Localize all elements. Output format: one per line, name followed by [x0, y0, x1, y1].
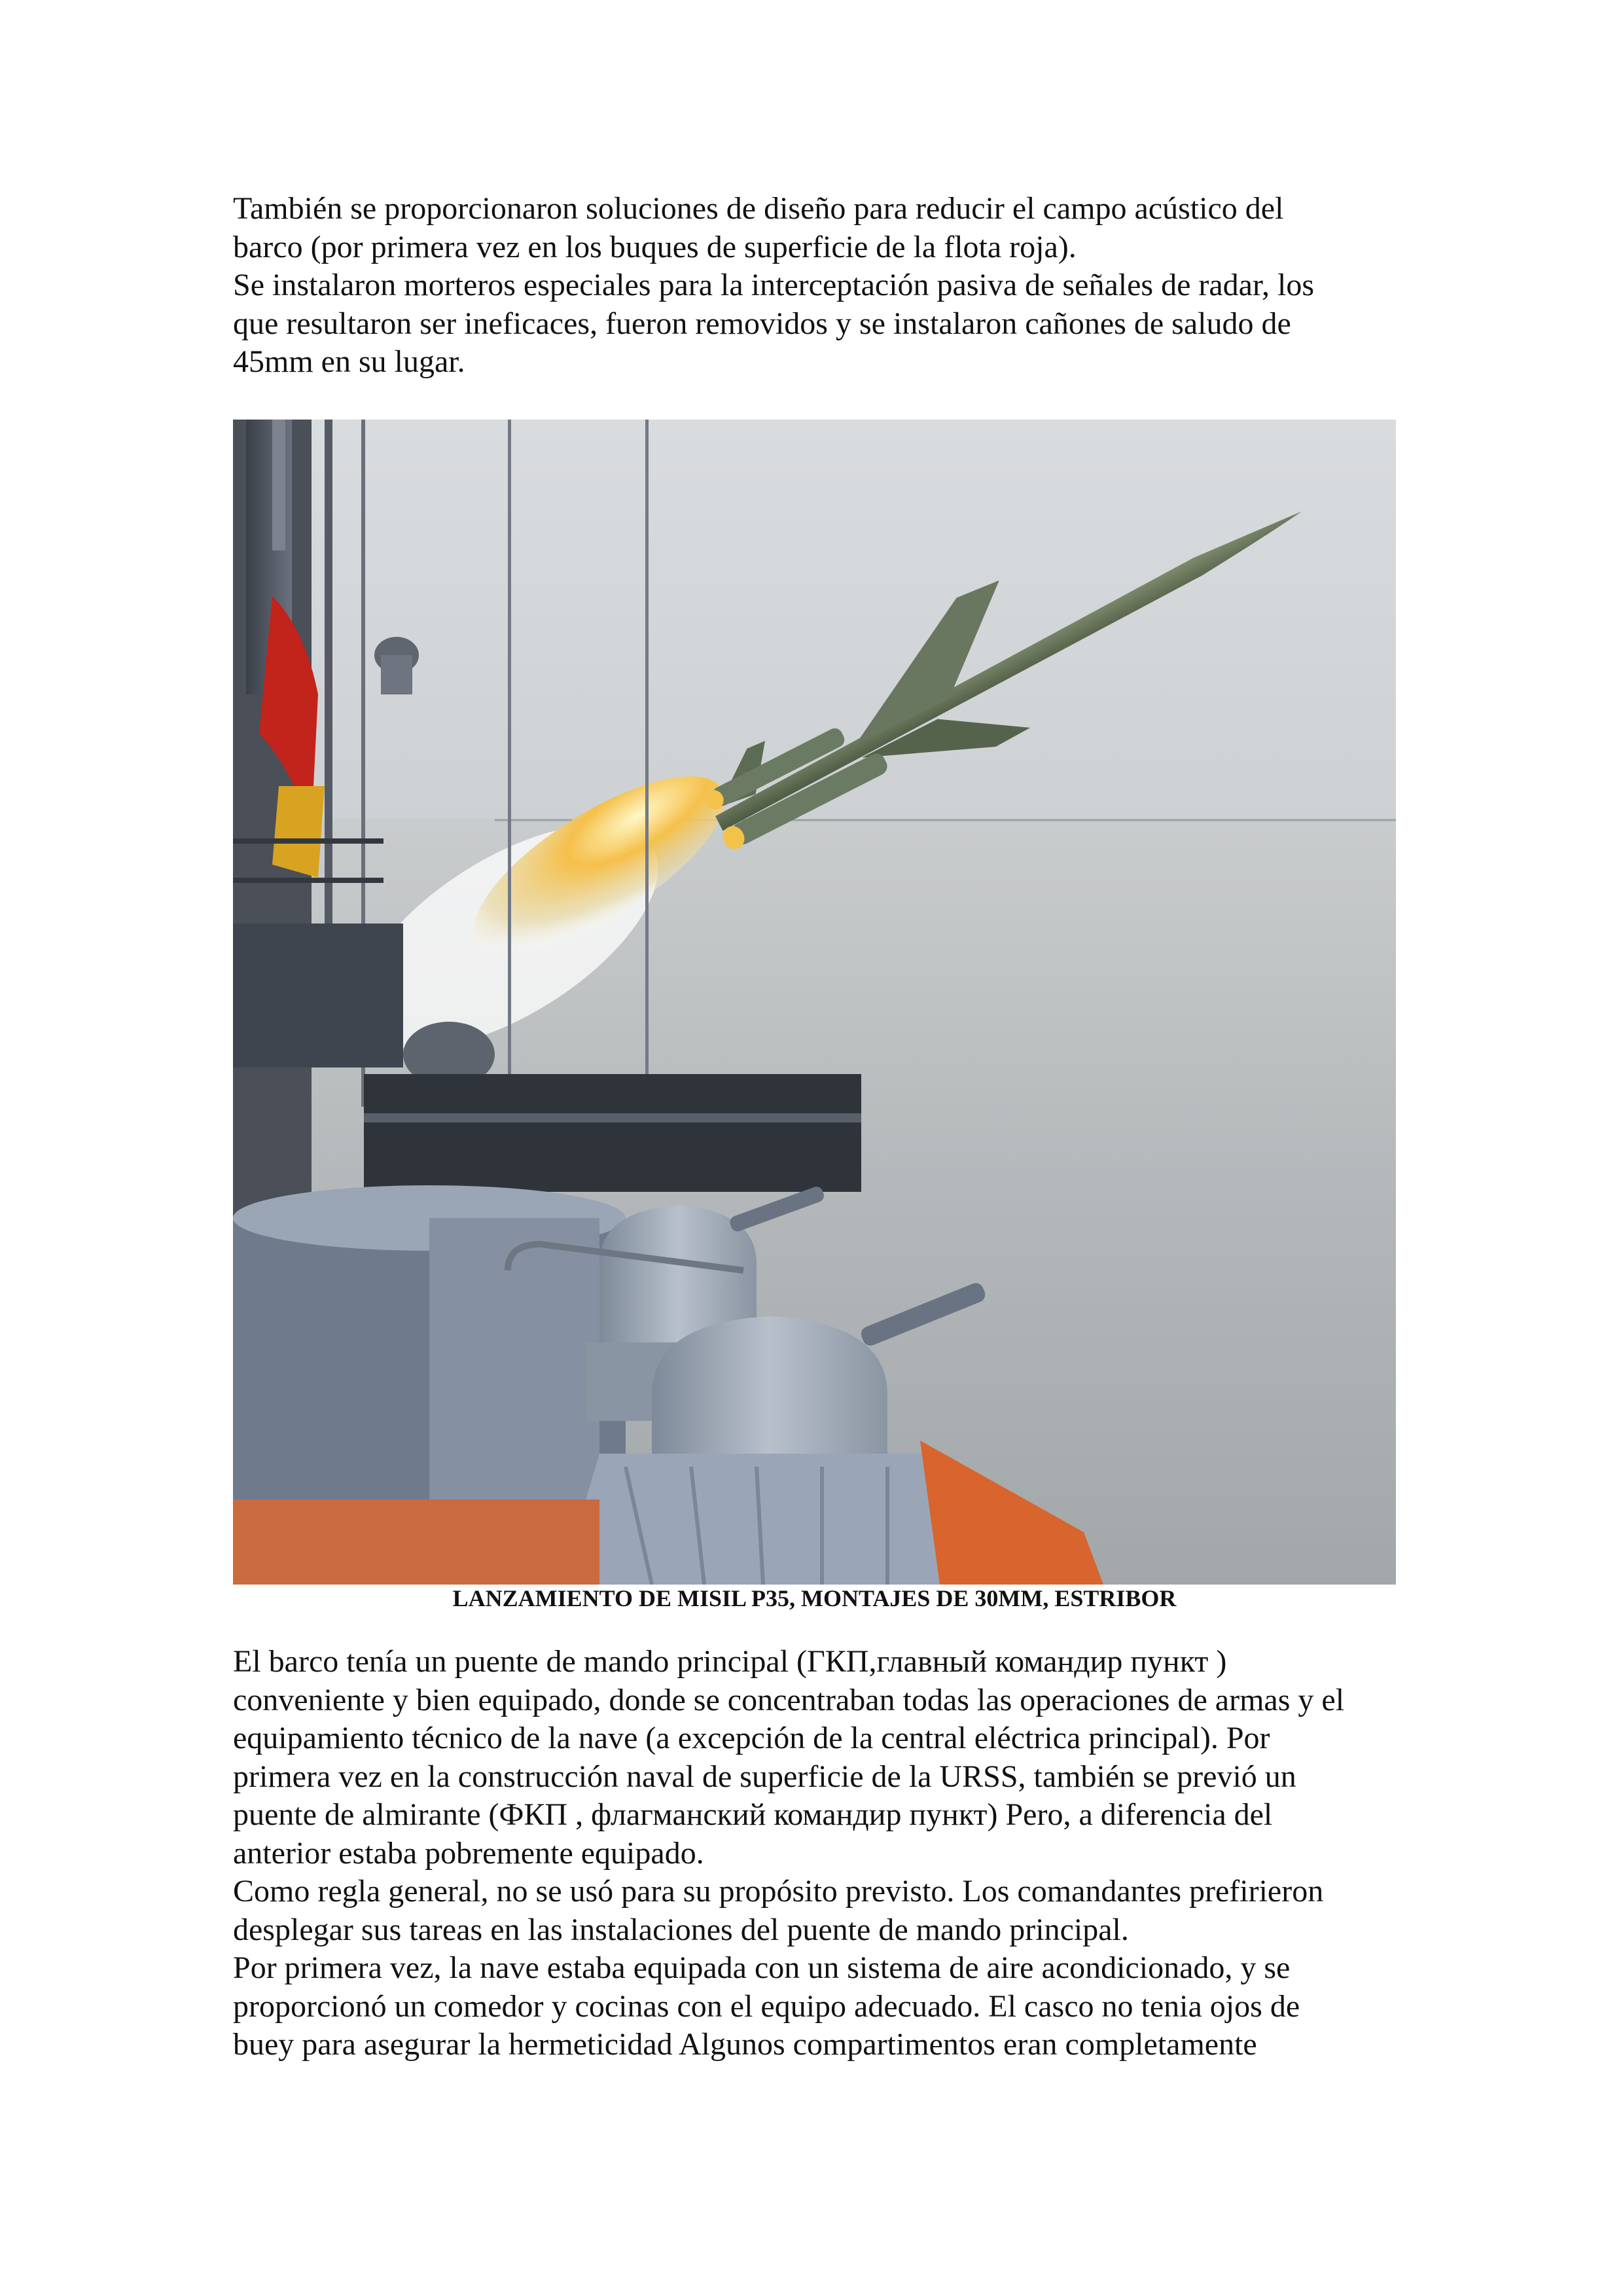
text-line: Se instalaron morteros especiales para la interceptación pasiva de señales de radar, los — [233, 268, 1315, 302]
missile-launch-photo — [233, 420, 1396, 1585]
text-line: barco (por primera vez en los buques de superficie de la flota roja). — [233, 229, 1077, 264]
body-paragraph — [233, 1643, 1411, 2064]
intro-paragraph — [233, 190, 1411, 382]
text-line: puente de almirante (ФКП , флагманский командир пункт) Pero, a diferencia del — [233, 1797, 1273, 1832]
text-line: desplegar sus tareas en las instalaciones del puente de mando principal. — [233, 1912, 1129, 1947]
text-line: que resultaron ser ineficaces, fueron removidos y se instalaron cañones de saludo de — [233, 306, 1291, 341]
text-line: equipamiento técnico de la nave (a excepción de la central eléctrica principal). Por — [233, 1721, 1270, 1755]
text-line: El barco tenía un puente de mando principal (ГКП,главный командир пункт ) — [233, 1644, 1227, 1679]
figure-caption: LANZAMIENTO DE MISIL P35, MONTAJES DE 30MM, ESTRIBOR — [452, 1585, 1177, 1611]
text-line: También se proporcionaron soluciones de diseño para reducir el campo acústico del — [233, 191, 1284, 226]
text-line: primera vez en la construcción naval de superficie de la URSS, también se previó un — [233, 1759, 1296, 1794]
text-line: conveniente y bien equipado, donde se concentraban todas las operaciones de armas y el — [233, 1682, 1345, 1717]
text-line: 45mm en su lugar. — [233, 344, 465, 379]
text-line: proporcionó un comedor y cocinas con el equipo adecuado. El casco no tenia ojos de — [233, 1988, 1300, 2024]
text-line: Como regla general, no se usó para su propósito previsto. Los comandantes prefirieron — [233, 1874, 1324, 1909]
text-line: Por primera vez, la nave estaba equipada con un sistema de aire acondicionado, y se — [233, 1950, 1291, 1985]
text-line: anterior estaba pobremente equipado. — [233, 1835, 704, 1871]
text-line: buey para asegurar la hermeticidad Algunos compartimentos eran completamente — [233, 2027, 1257, 2062]
